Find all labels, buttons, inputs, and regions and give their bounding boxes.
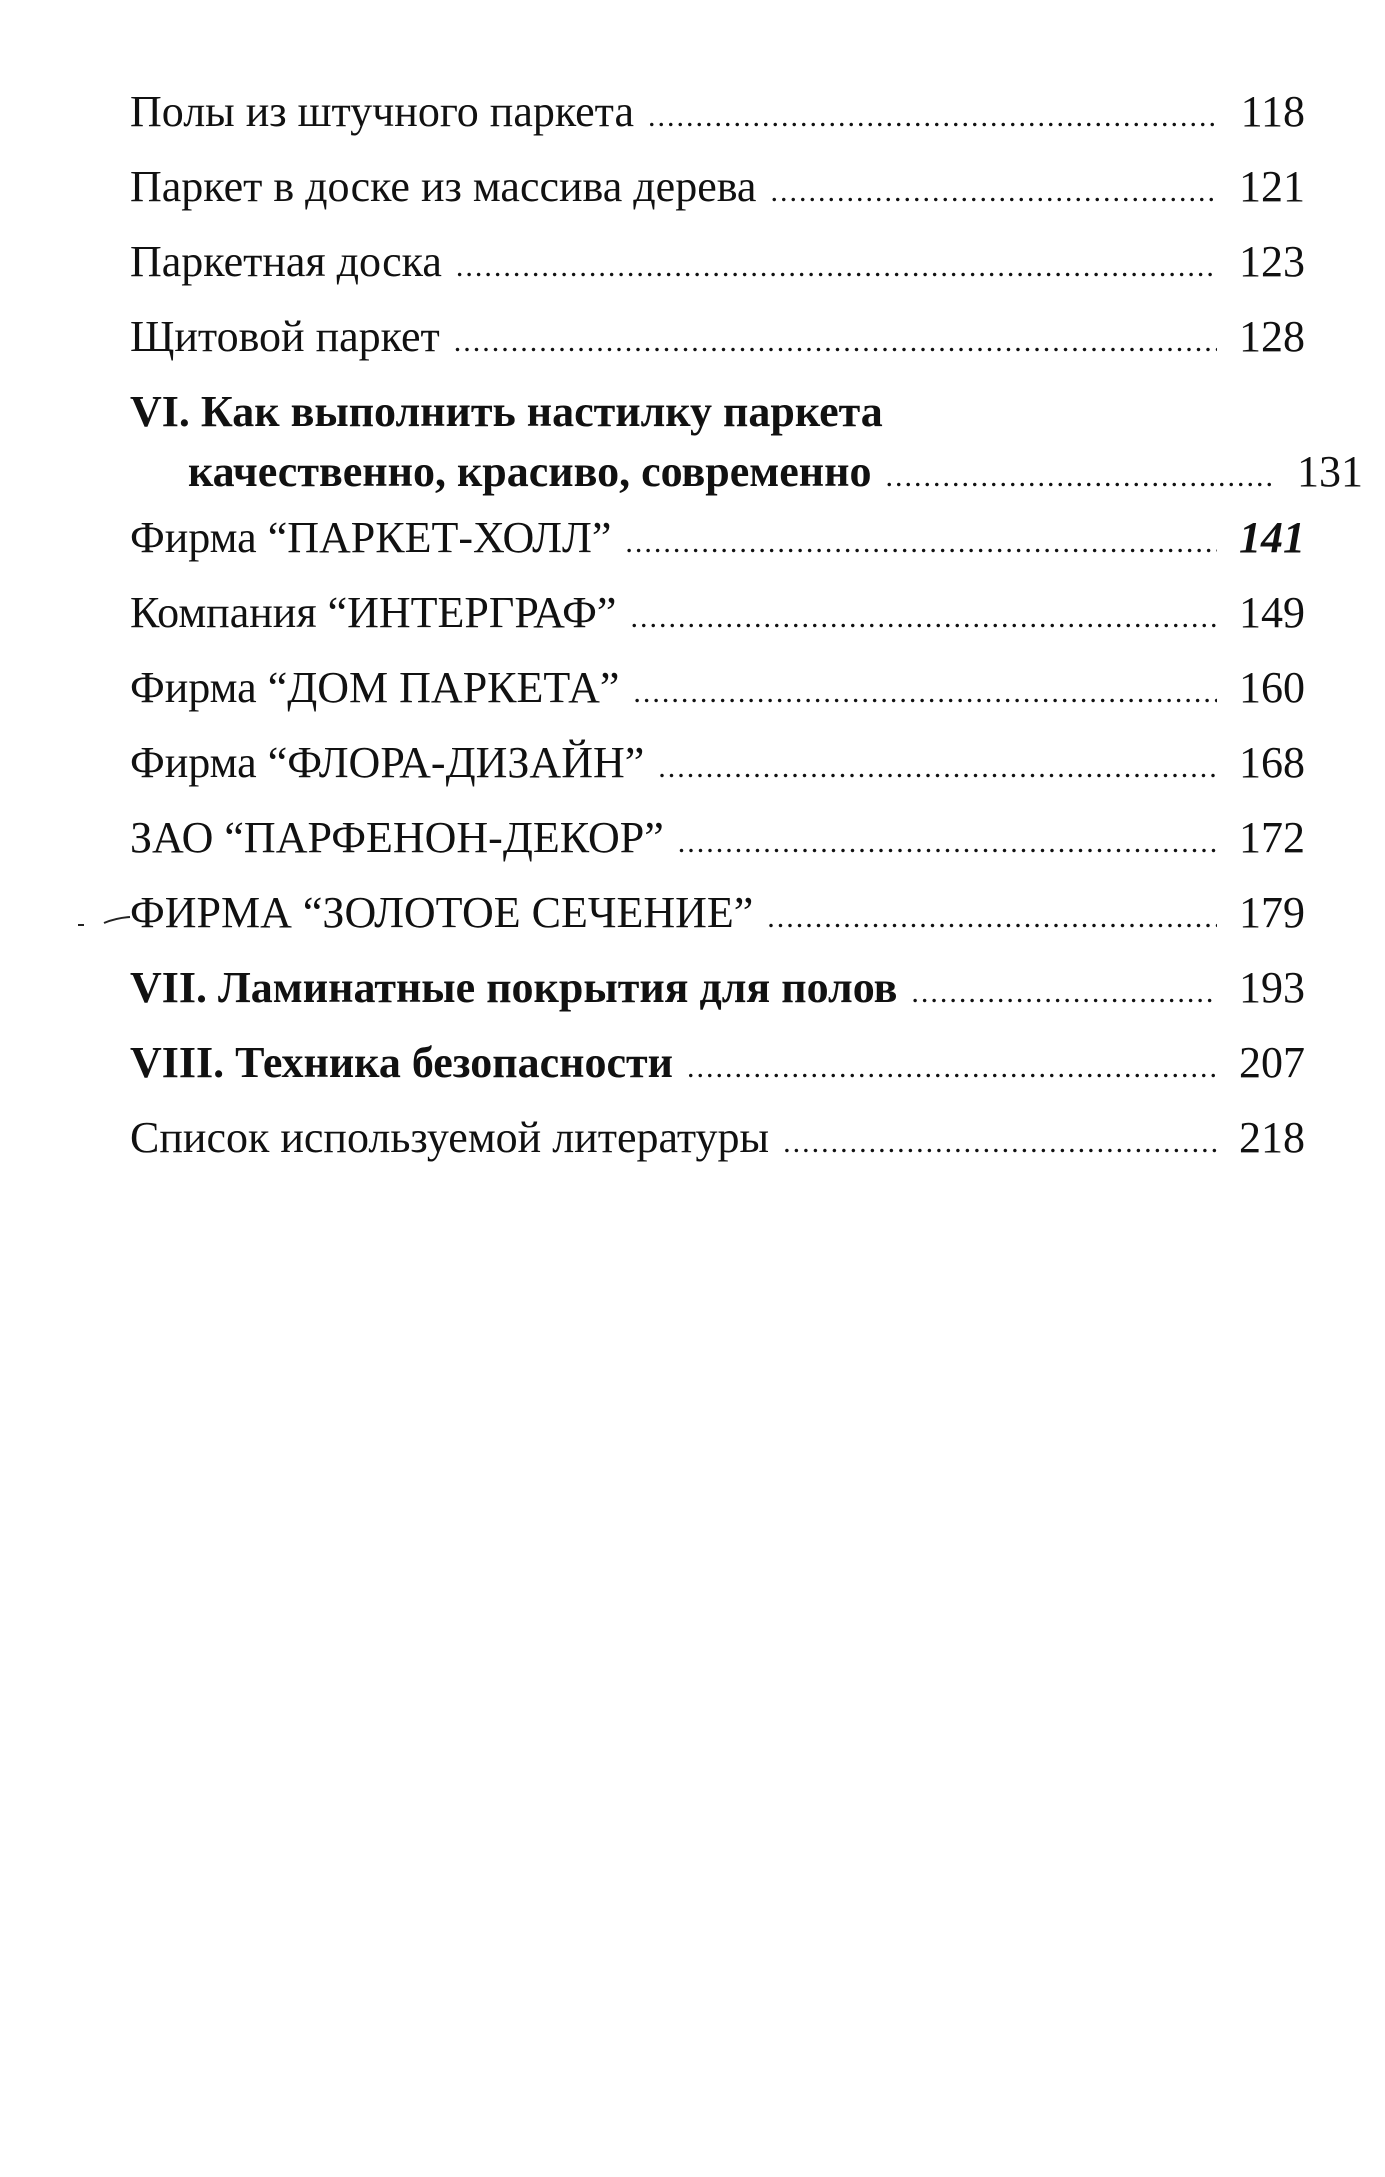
toc-entry-page: 118 [1240,87,1305,136]
toc-entry-title: Фирма “ДОМ ПАРКЕТА” [130,663,620,712]
dot-leader [658,738,1217,798]
dot-leader [454,312,1217,372]
toc-entry-page: 218 [1239,1113,1305,1162]
toc-chapter-entry[interactable] [130,958,1305,1033]
dot-leader [687,1038,1217,1098]
table-of-contents [130,82,1363,1183]
toc-entry-title: Паркет в доске из массива дерева [130,162,757,211]
toc-entry-title: Фирма “ФЛОРА-ДИЗАЙН” [130,738,645,787]
dot-leader [625,513,1217,573]
toc-entry-title: Паркетная доска [130,237,442,286]
toc-entry-title-line2: качественно, красиво, современно [188,447,872,496]
toc-entry-title: Компания “ИНТЕРГРАФ” [130,588,617,637]
dot-leader [911,963,1217,1023]
toc-entry-page: 179 [1239,888,1305,937]
toc-entry-page: 123 [1239,237,1305,286]
toc-entry[interactable] [130,157,1305,232]
dot-leader [783,1113,1217,1173]
toc-entry[interactable] [130,232,1305,307]
toc-entry[interactable] [130,733,1305,808]
toc-entry[interactable] [130,658,1305,733]
toc-entry[interactable] [130,1108,1305,1183]
dot-leader [633,663,1217,723]
toc-entry-title: Полы из штучного паркета [130,87,634,136]
pencil-mark-icon [76,914,132,930]
toc-entry-page: 172 [1239,813,1305,862]
toc-entry-page: 193 [1239,963,1305,1012]
dot-leader [630,588,1217,648]
toc-entry-title: VIII. Техника безопасности [130,1038,673,1087]
toc-entry-page: 207 [1239,1038,1305,1087]
toc-entry-title: Список используемой литературы [130,1113,770,1162]
toc-entry-title-line1: VI. Как выполнить настилку паркета [130,387,883,436]
toc-entry-title: Щитовой паркет [130,312,440,361]
toc-entry-title: ЗАО “ПАРФЕНОН-ДЕКОР” [130,813,664,862]
dot-leader [770,162,1217,222]
toc-entry-page: 168 [1239,738,1305,787]
toc-entry-page: 121 [1239,162,1305,211]
toc-entry-title: ФИРМА “ЗОЛОТОЕ СЕЧЕНИЕ” [130,888,754,937]
toc-entry-page: 128 [1239,312,1305,361]
toc-entry[interactable] [130,883,1305,958]
toc-entry-title: Фирма “ПАРКЕТ-ХОЛЛ” [130,513,612,562]
toc-entry-title: VII. Ламинатные покрытия для полов [130,963,898,1012]
toc-entry-page: 149 [1239,588,1305,637]
dot-leader [767,888,1217,948]
toc-chapter-entry[interactable] [130,382,1363,508]
toc-entry[interactable] [130,82,1305,157]
toc-entry[interactable] [130,307,1305,382]
toc-entry-page: 141 [1239,513,1305,562]
toc-entry-page: 131 [1297,447,1363,496]
toc-entry[interactable] [130,808,1305,883]
dot-leader [886,447,1275,507]
dot-leader [648,87,1217,147]
toc-entry[interactable] [130,508,1305,583]
dot-leader [678,813,1217,873]
toc-entry-page: 160 [1239,663,1305,712]
toc-entry[interactable] [130,583,1305,658]
dot-leader [456,237,1217,297]
toc-chapter-entry[interactable] [130,1033,1305,1108]
